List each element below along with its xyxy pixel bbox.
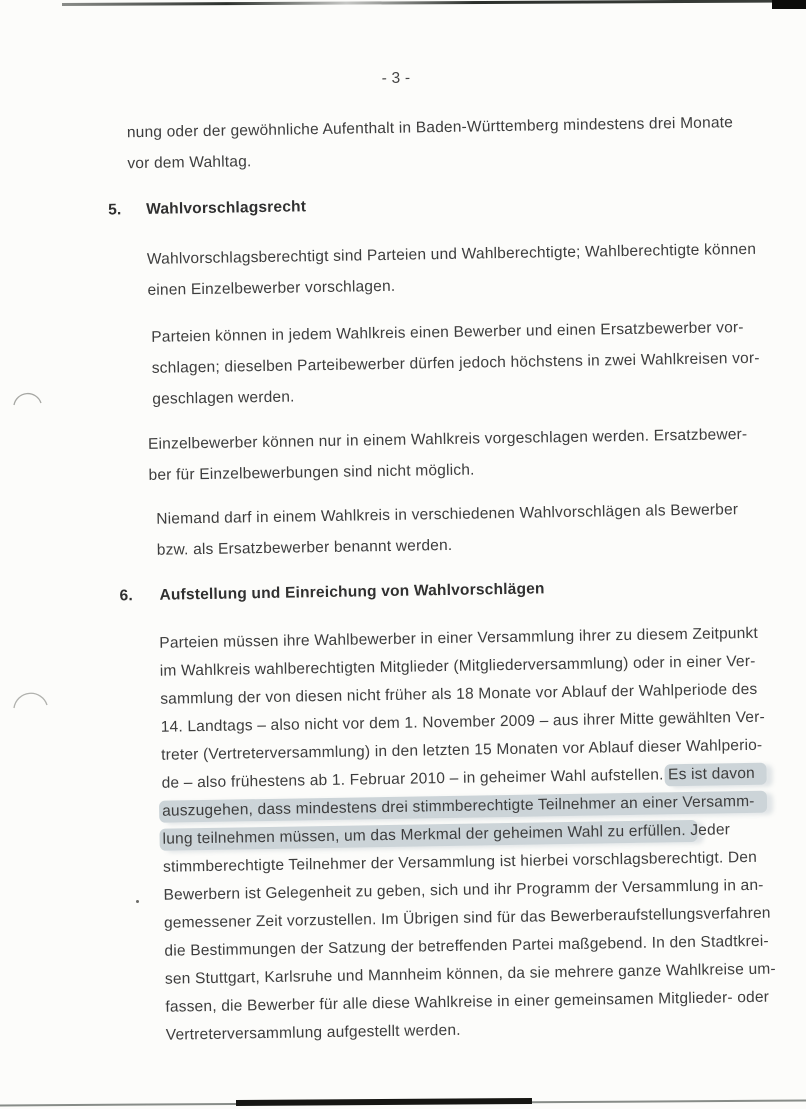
section-6-number: 6. <box>119 587 134 605</box>
text-segment: nung oder der gewöhnliche Aufenthalt in Baden-Württemberg mindestens drei Monate <box>126 114 734 142</box>
section-5-paragraph-2 <box>151 312 760 415</box>
text-segment: gemessener Zeit vorzustellen. Im Übrigen sind für das Bewerberaufstellungsverfahren <box>163 904 771 932</box>
text-segment: fassen, die Bewerber für alle diese Wahlkreise in einer gemeinsamen Mitglieder- oder <box>165 988 770 1016</box>
page-number: - 3 - <box>381 69 411 87</box>
text-segment: vor dem Wahltag. <box>127 153 252 173</box>
section-6-paragraph-1 <box>159 620 777 1050</box>
text-segment: Parteien können in jedem Wahlkreis einen Bewerber und einen Ersatzbewerber vor- <box>151 319 744 346</box>
text-segment: Parteien müssen ihre Wahlbewerber in einer Versammlung ihrer zu diesem Zeitpunkt <box>159 624 759 652</box>
text-segment: treter (Vertreterversammlung) in den letzten 15 Monaten vor Ablauf dieser Wahlperio- <box>161 736 763 764</box>
text-segment: im Wahlkreis wahlberechtigten Mitglieder (Mitgliederversammlung) oder in einer Ver- <box>159 652 756 680</box>
text-segment: geschlagen werden. <box>152 388 295 408</box>
highlighted-text: auszugehen, dass mindestens drei stimmberechtigte Teilnehmer an einer Versamm- <box>159 791 767 823</box>
text-segment: sen Stuttgart, Karlsruhe und Mannheim können, da sie mehrere ganze Wahlkreise um- <box>164 960 776 988</box>
text-segment: ber für Einzelbewerbungen sind nicht möglich. <box>148 461 475 484</box>
section-5-paragraph-4 <box>156 494 739 566</box>
section-5-paragraph-1 <box>147 234 757 306</box>
text-segment: bzw. als Ersatzbewerber benannt werden. <box>156 536 453 559</box>
text-segment: stimmberechtigte Teilnehmer der Versammlung ist hierbei vorschlagsberechtigt. Den <box>162 848 758 876</box>
section-6-heading <box>119 580 544 605</box>
text-segment: Vertreterversammlung aufgestellt werden. <box>165 1021 461 1044</box>
section-6-title: Aufstellung und Einreichung von Wahlvorschlägen <box>159 580 545 604</box>
highlighted-text: lung teilnehmen müssen, um das Merkmal der geheimen Wahl zu erfüllen. <box>159 820 698 851</box>
text-segment: Niemand darf in einem Wahlkreis in verschiedenen Wahlvorschlägen als Bewerber <box>156 501 739 528</box>
text-segment: 14. Landtags – also nicht vor dem 1. November 2009 – aus ihrer Mitte gewählten Ver- <box>160 708 766 736</box>
section-5-number: 5. <box>108 201 122 219</box>
text-segment: Wahlvorschlagsberechtigt sind Parteien und Wahlberechtigte; Wahlberechtigte können <box>146 240 757 268</box>
text-segment: die Bestimmungen der Satzung der betreffenden Partei maßgebend. In den Stadtkrei- <box>164 932 769 960</box>
text-segment: einen Einzelbewerber vorschlagen. <box>147 277 396 299</box>
text-segment: sammlung der von diesen nicht früher als 18 Monate vor Ablauf der Wahlperiode des <box>160 680 758 708</box>
text-segment: Bewerbern ist Gelegenheit zu geben, sich und ihr Programm der Versammlung in an- <box>163 876 764 904</box>
text-segment: Einzelbewerber können nur in einem Wahlkreis vorgeschlagen werden. Ersatzbewer- <box>147 425 748 453</box>
highlighted-text: Es ist davon <box>665 763 767 787</box>
section-5-title: Wahlvorschlagsrecht <box>146 198 307 218</box>
section-5-heading <box>108 198 306 219</box>
text-segment: schlagen; dieselben Parteibewerber dürfen jedoch höchstens in zwei Wahlkreisen vor- <box>151 349 760 377</box>
section-5-paragraph-3 <box>148 419 748 491</box>
scan-artifact-bottom-bar <box>236 1098 532 1106</box>
paragraph-intro-continuation <box>127 107 734 179</box>
text-segment: Jeder <box>685 821 731 840</box>
text-segment: de – also frühestens ab 1. Februar 2010 – in geheimer Wahl aufstellen. <box>161 766 669 792</box>
